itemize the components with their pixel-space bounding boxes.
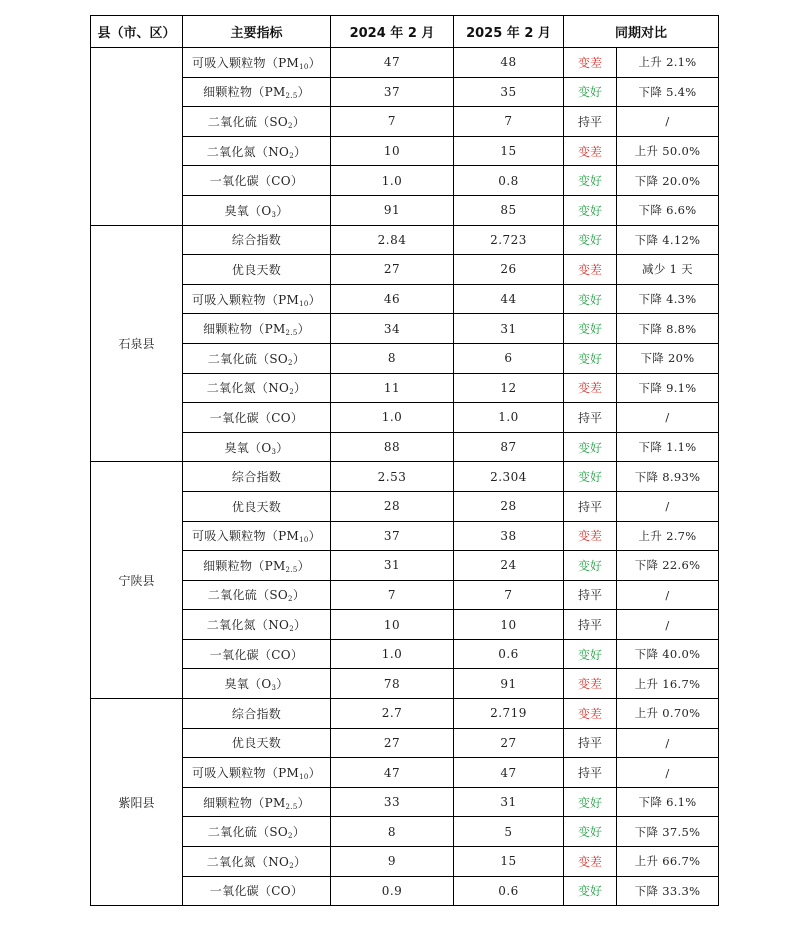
table-row: [91, 462, 719, 492]
indicator-cell: [183, 314, 331, 344]
indicator-label: 二氧化硫（SO: [207, 825, 289, 840]
table-row: [91, 314, 719, 344]
indicator-label: 二氧化硫（SO: [207, 351, 289, 366]
value-2025-cell: 31: [454, 314, 564, 344]
indicator-cell: [183, 699, 331, 729]
table-row: [91, 284, 719, 314]
value-2025-cell: 7: [454, 107, 564, 137]
table-row: [91, 847, 719, 877]
value-2024-cell: 88: [331, 432, 454, 462]
indicator-cell: [183, 847, 331, 877]
value-2024-cell: 2.84: [331, 225, 454, 255]
indicator-label: 细颗粒物（PM: [203, 322, 286, 337]
indicator-subscript: 2: [289, 151, 294, 160]
indicator-subscript: 2: [289, 388, 294, 397]
value-2024-cell: 0.9: [331, 876, 454, 906]
status-cell: 变差: [564, 521, 617, 551]
indicator-cell: [183, 343, 331, 373]
change-cell: /: [617, 107, 719, 137]
indicator-subscript: 2.5: [285, 329, 298, 338]
indicator-label: 优良天数: [231, 736, 282, 751]
table-row: [91, 77, 719, 107]
table-row: [91, 48, 719, 78]
indicator-cell: [183, 48, 331, 78]
table-body: [91, 48, 719, 906]
change-cell: 下降 5.4%: [617, 77, 719, 107]
indicator-cell: [183, 728, 331, 758]
status-cell: 变好: [564, 166, 617, 196]
indicator-label: 可吸入颗粒物（PM: [192, 55, 300, 70]
value-2024-cell: 10: [331, 136, 454, 166]
status-cell: 变差: [564, 847, 617, 877]
change-cell: /: [617, 491, 719, 521]
county-cell: 宁陕县: [91, 462, 183, 699]
indicator-cell: [183, 462, 331, 492]
change-cell: 下降 20.0%: [617, 166, 719, 196]
indicator-label: 细颗粒物（PM: [203, 85, 286, 100]
value-2024-cell: 46: [331, 284, 454, 314]
indicator-suffix: ）: [276, 677, 289, 692]
header-county: 县（市、区）: [91, 16, 183, 48]
table-row: [91, 787, 719, 817]
change-cell: 下降 9.1%: [617, 373, 719, 403]
change-cell: 下降 22.6%: [617, 551, 719, 581]
header-yoy-comparison: 同期对比: [564, 16, 719, 48]
header-feb-2025: 2025 年 2 月: [454, 16, 564, 48]
value-2024-cell: 28: [331, 491, 454, 521]
value-2025-cell: 15: [454, 847, 564, 877]
value-2024-cell: 37: [331, 77, 454, 107]
status-cell: 变差: [564, 699, 617, 729]
value-2024-cell: 33: [331, 787, 454, 817]
indicator-label: 细颗粒物（PM: [203, 558, 286, 573]
indicator-suffix: ）: [308, 529, 321, 544]
status-cell: 变好: [564, 462, 617, 492]
change-cell: 上升 16.7%: [617, 669, 719, 699]
county-cell: [91, 48, 183, 226]
indicator-subscript: 3: [271, 447, 277, 456]
indicator-cell: [183, 669, 331, 699]
indicator-suffix: ）: [308, 55, 321, 70]
table-row: [91, 876, 719, 906]
value-2024-cell: 7: [331, 107, 454, 137]
status-cell: 变好: [564, 639, 617, 669]
status-cell: 变好: [564, 195, 617, 225]
value-2025-cell: 2.719: [454, 699, 564, 729]
change-cell: 上升 66.7%: [617, 847, 719, 877]
change-cell: 下降 37.5%: [617, 817, 719, 847]
indicator-subscript: 2: [288, 121, 293, 130]
change-cell: 下降 8.8%: [617, 314, 719, 344]
indicator-label: 一氧化碳（CO）: [209, 647, 304, 662]
value-2024-cell: 9: [331, 847, 454, 877]
value-2025-cell: 0.6: [454, 876, 564, 906]
value-2024-cell: 11: [331, 373, 454, 403]
value-2024-cell: 7: [331, 580, 454, 610]
status-cell: 变好: [564, 787, 617, 817]
change-cell: 下降 4.12%: [617, 225, 719, 255]
value-2025-cell: 2.723: [454, 225, 564, 255]
status-cell: 变差: [564, 136, 617, 166]
status-cell: 持平: [564, 491, 617, 521]
value-2025-cell: 48: [454, 48, 564, 78]
indicator-cell: [183, 107, 331, 137]
value-2024-cell: 27: [331, 255, 454, 285]
value-2024-cell: 2.7: [331, 699, 454, 729]
value-2025-cell: 5: [454, 817, 564, 847]
change-cell: 下降 4.3%: [617, 284, 719, 314]
change-cell: 下降 1.1%: [617, 432, 719, 462]
indicator-label: 二氧化硫（SO: [207, 588, 289, 603]
indicator-label: 二氧化氮（NO: [206, 144, 290, 159]
indicator-cell: [183, 373, 331, 403]
indicator-label: 优良天数: [231, 262, 282, 277]
indicator-label: 二氧化氮（NO: [206, 381, 290, 396]
change-cell: /: [617, 728, 719, 758]
value-2025-cell: 35: [454, 77, 564, 107]
indicator-subscript: 2.5: [285, 802, 298, 811]
indicator-suffix: ）: [292, 825, 306, 840]
indicator-cell: [183, 876, 331, 906]
indicator-cell: [183, 610, 331, 640]
value-2025-cell: 0.8: [454, 166, 564, 196]
indicator-subscript: 10: [299, 536, 309, 545]
status-cell: 变好: [564, 876, 617, 906]
change-cell: 下降 33.3%: [617, 876, 719, 906]
indicator-suffix: ）: [293, 854, 307, 869]
table-row: [91, 580, 719, 610]
table-row: [91, 669, 719, 699]
value-2024-cell: 8: [331, 343, 454, 373]
table-row: [91, 699, 719, 729]
indicator-cell: [183, 166, 331, 196]
change-cell: /: [617, 580, 719, 610]
table-row: [91, 225, 719, 255]
table-row: [91, 343, 719, 373]
value-2025-cell: 7: [454, 580, 564, 610]
change-cell: 上升 50.0%: [617, 136, 719, 166]
value-2024-cell: 27: [331, 728, 454, 758]
change-cell: 下降 20%: [617, 343, 719, 373]
indicator-subscript: 2: [288, 358, 293, 367]
indicator-cell: [183, 403, 331, 433]
value-2025-cell: 27: [454, 728, 564, 758]
indicator-subscript: 2: [288, 832, 293, 841]
change-cell: 上升 2.1%: [617, 48, 719, 78]
status-cell: 持平: [564, 403, 617, 433]
indicator-suffix: ）: [276, 203, 289, 218]
indicator-label: 综合指数: [231, 233, 282, 248]
value-2025-cell: 1.0: [454, 403, 564, 433]
table-row: [91, 817, 719, 847]
indicator-cell: [183, 195, 331, 225]
value-2024-cell: 10: [331, 610, 454, 640]
table-row: [91, 373, 719, 403]
indicator-cell: [183, 77, 331, 107]
indicator-label: 优良天数: [231, 499, 282, 514]
status-cell: 变差: [564, 48, 617, 78]
header-row: [91, 16, 719, 48]
change-cell: 下降 40.0%: [617, 639, 719, 669]
table-row: [91, 758, 719, 788]
indicator-cell: [183, 787, 331, 817]
indicator-label: 细颗粒物（PM: [203, 795, 286, 810]
indicator-cell: [183, 639, 331, 669]
indicator-label: 臭氧（O: [224, 203, 272, 218]
value-2024-cell: 2.53: [331, 462, 454, 492]
change-cell: /: [617, 610, 719, 640]
value-2025-cell: 0.6: [454, 639, 564, 669]
table-row: [91, 136, 719, 166]
indicator-suffix: ）: [293, 618, 307, 633]
indicator-label: 二氧化硫（SO: [207, 114, 289, 129]
status-cell: 持平: [564, 728, 617, 758]
table-row: [91, 551, 719, 581]
value-2024-cell: 34: [331, 314, 454, 344]
indicator-label: 可吸入颗粒物（PM: [192, 529, 300, 544]
table-row: [91, 255, 719, 285]
indicator-subscript: 3: [271, 210, 277, 219]
value-2025-cell: 85: [454, 195, 564, 225]
value-2025-cell: 91: [454, 669, 564, 699]
indicator-cell: [183, 491, 331, 521]
indicator-label: 综合指数: [231, 706, 282, 721]
status-cell: 持平: [564, 758, 617, 788]
value-2025-cell: 6: [454, 343, 564, 373]
indicator-subscript: 2: [288, 595, 293, 604]
indicator-label: 可吸入颗粒物（PM: [192, 766, 300, 781]
indicator-suffix: ）: [308, 292, 321, 307]
value-2025-cell: 44: [454, 284, 564, 314]
indicator-label: 可吸入颗粒物（PM: [192, 292, 300, 307]
value-2025-cell: 38: [454, 521, 564, 551]
indicator-suffix: ）: [308, 766, 321, 781]
status-cell: 变好: [564, 225, 617, 255]
indicator-suffix: ）: [293, 144, 307, 159]
table-row: [91, 521, 719, 551]
value-2024-cell: 91: [331, 195, 454, 225]
indicator-subscript: 2: [289, 625, 294, 634]
value-2025-cell: 12: [454, 373, 564, 403]
status-cell: 变好: [564, 284, 617, 314]
table-row: [91, 610, 719, 640]
status-cell: 变好: [564, 314, 617, 344]
indicator-suffix: ）: [297, 322, 310, 337]
change-cell: 减少 1 天: [617, 255, 719, 285]
table-row: [91, 195, 719, 225]
value-2025-cell: 47: [454, 758, 564, 788]
indicator-suffix: ）: [292, 588, 306, 603]
indicator-label: 一氧化碳（CO）: [209, 884, 304, 899]
indicator-subscript: 3: [271, 684, 277, 693]
indicator-cell: [183, 817, 331, 847]
indicator-subscript: 2: [289, 861, 294, 870]
value-2025-cell: 10: [454, 610, 564, 640]
air-quality-table-wrapper: [90, 15, 718, 906]
value-2025-cell: 24: [454, 551, 564, 581]
indicator-suffix: ）: [297, 795, 310, 810]
indicator-label: 一氧化碳（CO）: [209, 174, 304, 189]
indicator-label: 综合指数: [231, 470, 282, 485]
indicator-cell: [183, 551, 331, 581]
indicator-subscript: 2.5: [285, 92, 298, 101]
indicator-label: 臭氧（O: [224, 440, 272, 455]
indicator-suffix: ）: [292, 114, 306, 129]
status-cell: 变差: [564, 669, 617, 699]
status-cell: 持平: [564, 580, 617, 610]
value-2025-cell: 87: [454, 432, 564, 462]
value-2024-cell: 78: [331, 669, 454, 699]
indicator-label: 臭氧（O: [224, 677, 272, 692]
value-2024-cell: 1.0: [331, 166, 454, 196]
indicator-subscript: 10: [299, 773, 309, 782]
value-2024-cell: 1.0: [331, 639, 454, 669]
value-2025-cell: 15: [454, 136, 564, 166]
table-header: [91, 16, 719, 48]
value-2025-cell: 26: [454, 255, 564, 285]
indicator-cell: [183, 284, 331, 314]
value-2025-cell: 28: [454, 491, 564, 521]
status-cell: 变差: [564, 373, 617, 403]
indicator-label: 一氧化碳（CO）: [209, 410, 304, 425]
indicator-cell: [183, 255, 331, 285]
status-cell: 变好: [564, 551, 617, 581]
value-2024-cell: 37: [331, 521, 454, 551]
table-row: [91, 491, 719, 521]
indicator-suffix: ）: [297, 85, 310, 100]
county-cell: 石泉县: [91, 225, 183, 462]
table-row: [91, 728, 719, 758]
table-row: [91, 639, 719, 669]
status-cell: 变好: [564, 343, 617, 373]
county-cell: 紫阳县: [91, 699, 183, 906]
change-cell: /: [617, 403, 719, 433]
change-cell: 上升 0.70%: [617, 699, 719, 729]
status-cell: 持平: [564, 107, 617, 137]
value-2025-cell: 31: [454, 787, 564, 817]
value-2024-cell: 47: [331, 48, 454, 78]
change-cell: 下降 6.1%: [617, 787, 719, 817]
status-cell: 变好: [564, 77, 617, 107]
status-cell: 变好: [564, 432, 617, 462]
change-cell: 下降 6.6%: [617, 195, 719, 225]
indicator-cell: [183, 580, 331, 610]
indicator-suffix: ）: [276, 440, 289, 455]
status-cell: 变差: [564, 255, 617, 285]
table-row: [91, 107, 719, 137]
air-quality-comparison-table: [90, 15, 719, 906]
header-indicator: 主要指标: [183, 16, 331, 48]
indicator-suffix: ）: [297, 558, 310, 573]
indicator-label: 二氧化氮（NO: [206, 854, 290, 869]
indicator-cell: [183, 758, 331, 788]
status-cell: 变好: [564, 817, 617, 847]
table-row: [91, 432, 719, 462]
indicator-subscript: 2.5: [285, 565, 298, 574]
value-2025-cell: 2.304: [454, 462, 564, 492]
value-2024-cell: 8: [331, 817, 454, 847]
indicator-subscript: 10: [299, 62, 309, 71]
indicator-subscript: 10: [299, 299, 309, 308]
table-row: [91, 403, 719, 433]
value-2024-cell: 47: [331, 758, 454, 788]
status-cell: 持平: [564, 610, 617, 640]
value-2024-cell: 1.0: [331, 403, 454, 433]
indicator-cell: [183, 136, 331, 166]
header-feb-2024: 2024 年 2 月: [331, 16, 454, 48]
indicator-cell: [183, 225, 331, 255]
indicator-cell: [183, 521, 331, 551]
indicator-label: 二氧化氮（NO: [206, 618, 290, 633]
value-2024-cell: 31: [331, 551, 454, 581]
change-cell: 下降 8.93%: [617, 462, 719, 492]
change-cell: /: [617, 758, 719, 788]
change-cell: 上升 2.7%: [617, 521, 719, 551]
indicator-cell: [183, 432, 331, 462]
indicator-suffix: ）: [292, 351, 306, 366]
indicator-suffix: ）: [293, 381, 307, 396]
table-row: [91, 166, 719, 196]
